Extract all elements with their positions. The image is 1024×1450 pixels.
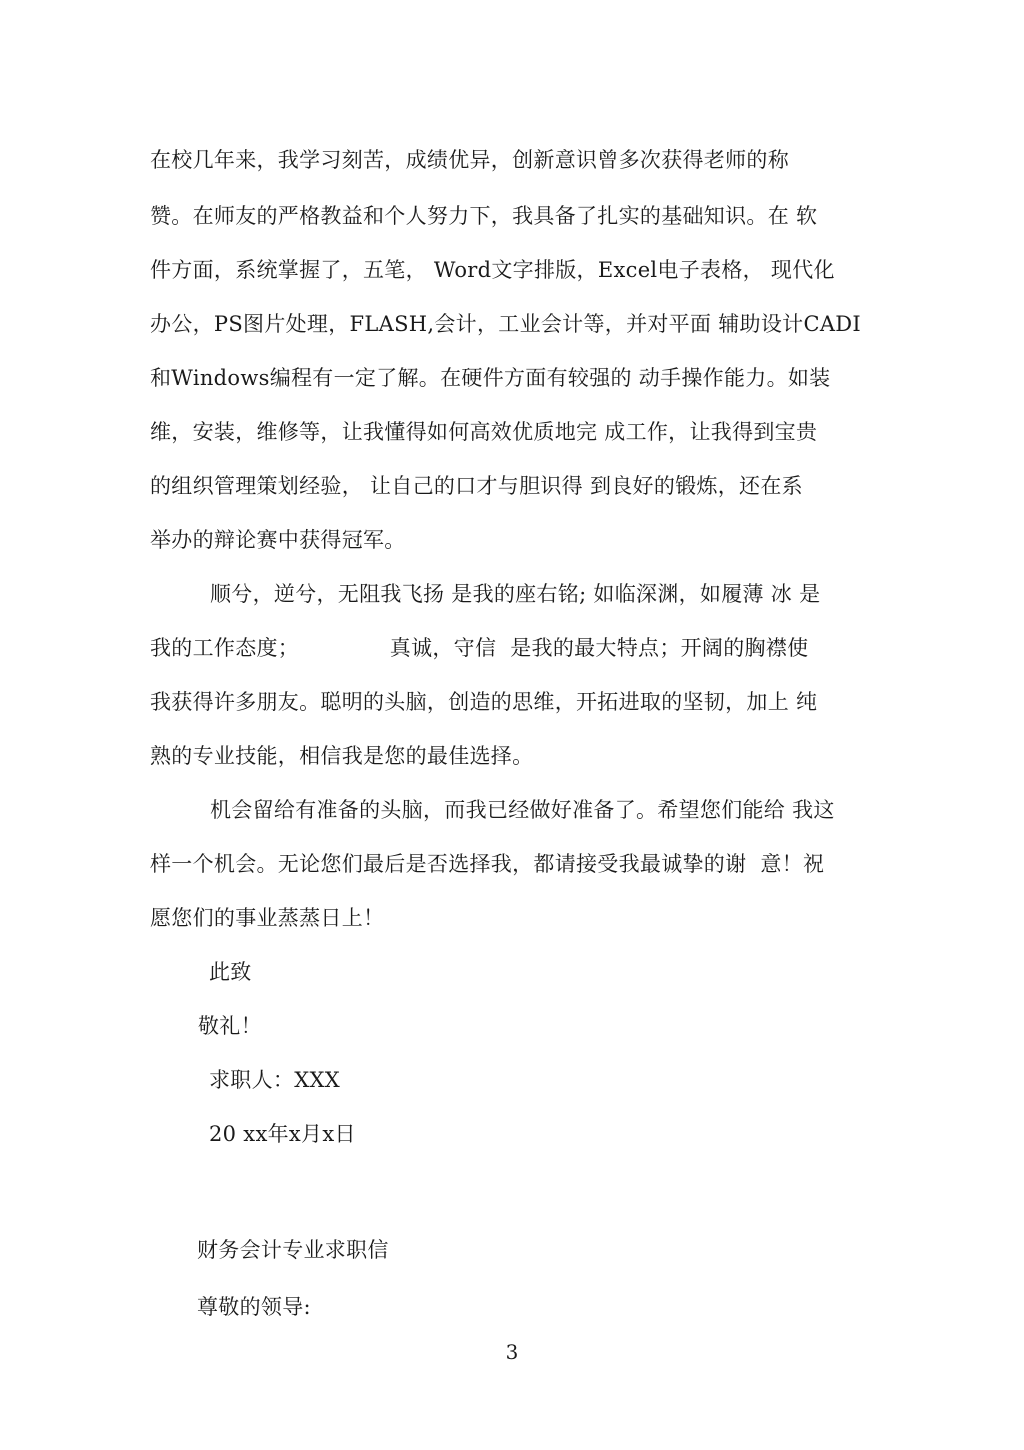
date-line: 20 xx年x月x日 bbox=[209, 1122, 356, 1146]
salutation-line: 敬礼！ bbox=[198, 1014, 262, 1038]
page-number: 3 bbox=[505, 1340, 519, 1364]
paragraph-line: 我获得许多朋友。聪明的头脑，创造的思维，开拓进取的坚韧，加上 纯 bbox=[150, 690, 818, 714]
paragraph-line: 的组织管理策划经验， 让自己的口才与胆识得 到良好的锻炼，还在系 bbox=[150, 474, 803, 498]
paragraph-line: 我的工作态度； 真诚，守信 是我的最大特点；开阔的胸襟使 bbox=[150, 636, 809, 660]
signature-line: 求职人：XXX bbox=[209, 1068, 340, 1092]
paragraph-line: 熟的专业技能，相信我是您的最佳选择。 bbox=[150, 744, 534, 768]
section-title: 财务会计专业求职信 bbox=[197, 1238, 389, 1262]
paragraph-line: 赞。在师友的严格教益和个人努力下，我具备了扎实的基础知识。在 软 bbox=[150, 204, 818, 228]
closing-line: 此致 bbox=[209, 960, 252, 984]
paragraph-line: 件方面，系统掌握了，五笔， Word文字排版，Excel电子表格， 现代化 bbox=[150, 258, 835, 282]
paragraph-line: 顺兮，逆兮，无阻我飞扬 是我的座右铭; 如临深渊，如履薄 冰 是 bbox=[210, 582, 821, 606]
greeting-line: 尊敬的领导: bbox=[197, 1295, 311, 1319]
paragraph-line: 和Windows编程有一定了解。在硬件方面有较强的 动手操作能力。如装 bbox=[150, 366, 831, 390]
paragraph-line: 举办的辩论赛中获得冠军。 bbox=[150, 528, 406, 552]
paragraph-line: 办公，PS图片处理，FLASH,会计，工业会计等，并对平面 辅助设计CADI bbox=[150, 312, 862, 336]
paragraph-line: 愿您们的事业蒸蒸日上！ bbox=[150, 906, 385, 930]
paragraph-line: 在校几年来，我学习刻苦，成绩优异，创新意识曾多次获得老师的称 bbox=[150, 148, 789, 172]
paragraph-line: 维，安装，维修等，让我懂得如何高效优质地完 成工作，让我得到宝贵 bbox=[150, 420, 818, 444]
paragraph-line: 机会留给有准备的头脑，而我已经做好准备了。希望您们能给 我这 bbox=[210, 798, 835, 822]
paragraph-line: 样一个机会。无论您们最后是否选择我，都请接受我最诚挚的谢 意！祝 bbox=[150, 852, 825, 876]
